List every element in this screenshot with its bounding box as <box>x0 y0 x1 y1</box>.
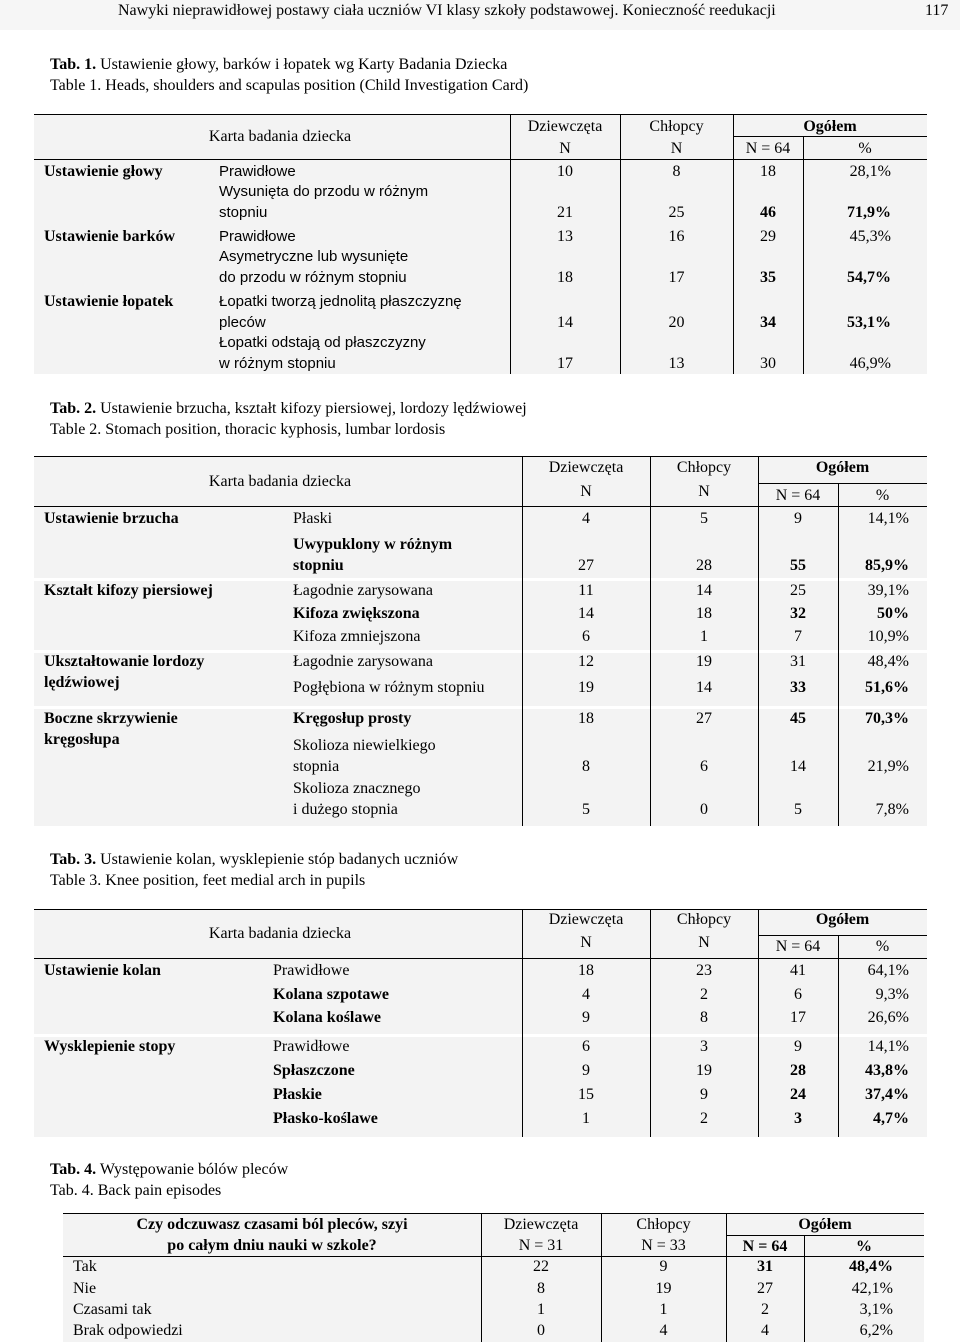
table4-total-pct: 6,2% <box>859 1322 893 1339</box>
table1-top-rule <box>34 114 927 115</box>
table2-col-pct: % <box>875 487 890 504</box>
table3-col-girls: Dziewczęta <box>548 911 624 928</box>
table2-col-boys-n: N <box>698 483 710 500</box>
running-header-title: Nawyki nieprawidłowej postawy ciała uczniów VI klasy szkoły podstawowej. Konieczność reedukacji <box>118 2 776 19</box>
table1-col-girls: Dziewczęta <box>527 118 603 135</box>
table1-caption-pl: Ustawienie głowy, barków i łopatek wg Karty Badania Dziecka <box>100 56 508 73</box>
table3-vline-4 <box>838 935 839 1137</box>
table2-boys: 14 <box>696 679 712 696</box>
table1-item: Wysunięta do przodu w różnym <box>219 183 429 200</box>
table2-total-rule <box>758 483 927 484</box>
table4-total-n: 2 <box>761 1301 769 1318</box>
table4-total-n: 4 <box>761 1322 769 1339</box>
table1-group-shoulders: Ustawienie barków <box>44 228 176 245</box>
table2-total-n: 9 <box>794 510 802 527</box>
table4-col-total: Ogółem <box>798 1216 852 1233</box>
table2-total-n: 32 <box>790 605 806 622</box>
table1-header-rule <box>34 159 927 160</box>
table2-col-card: Karta badania dziecka <box>208 473 352 490</box>
table1-item: Łopatki odstają od płaszczyzny <box>219 334 426 351</box>
page-number: 117 <box>925 2 949 19</box>
table2-total-pct: 14,1% <box>867 510 909 527</box>
table3-group-feet: Wysklepienie stopy <box>44 1038 176 1055</box>
table1-girls: 13 <box>557 228 573 245</box>
table2-boys: 1 <box>700 628 708 645</box>
table1-item: Łopatki tworzą jednolitą płaszczyznę <box>219 293 462 310</box>
table1-girls: 10 <box>557 163 573 180</box>
table1-total-pct: 71,9% <box>847 204 891 221</box>
table2-total-n: 55 <box>790 557 806 574</box>
table2-total-pct: 21,9% <box>867 758 909 775</box>
table3-col-boys: Chłopcy <box>676 911 732 928</box>
table2-boys: 6 <box>700 758 708 775</box>
table3-item: Prawidłowe <box>273 962 350 979</box>
table1-total-n: 46 <box>760 204 776 221</box>
table2-col-total: Ogółem <box>815 459 870 476</box>
table2-total-n: 14 <box>790 758 806 775</box>
table2-girls: 27 <box>578 557 594 574</box>
table2-boys: 5 <box>700 510 708 527</box>
table2-vline-4 <box>838 483 839 826</box>
table3-caption-label: Tab. 3. <box>50 851 97 868</box>
table3-item: Kolana koślawe <box>273 1009 382 1026</box>
table4-boys: 4 <box>659 1322 668 1339</box>
table4-girls: 1 <box>537 1301 545 1318</box>
table3-header-rule <box>34 958 927 959</box>
table2-total-pct: 70,3% <box>865 710 909 727</box>
table3-col-total-n: N = 64 <box>775 938 821 955</box>
table4-boys: 1 <box>659 1301 668 1318</box>
table1-total-pct: 45,3% <box>849 228 891 245</box>
table1-col-card: Karta badania dziecka <box>208 128 352 145</box>
table1-total-pct: 46,9% <box>849 355 891 372</box>
table4-caption <box>50 1159 288 1180</box>
table4-col-pct: % <box>856 1238 872 1255</box>
table3-caption-pl: Ustawienie kolan, wysklepienie stóp badanych uczniów <box>100 851 459 868</box>
table3-col-boys-n: N <box>698 934 710 951</box>
table3-girls: 18 <box>578 962 594 979</box>
table2-group-lordosis-cont: lędźwiowej <box>44 674 120 691</box>
table3-girls: 9 <box>582 1062 590 1079</box>
table4-col-boys-n: N = 33 <box>641 1237 686 1254</box>
table3-boys: 2 <box>700 986 708 1003</box>
table2-col-total-n: N = 64 <box>775 487 821 504</box>
table2-total-pct: 10,9% <box>867 628 909 645</box>
table2-total-n: 33 <box>790 679 806 696</box>
table4-boys: 9 <box>659 1258 668 1275</box>
table2-item: Uwypuklony w różnym <box>293 536 453 553</box>
table1-girls: 14 <box>557 314 573 331</box>
table2-boys: 14 <box>696 582 712 599</box>
table3-item: Płaskie <box>273 1086 322 1103</box>
table3-col-girls-n: N <box>580 934 592 951</box>
table1-total-n: 30 <box>760 355 776 372</box>
table2-total-pct: 51,6% <box>865 679 909 696</box>
table1-item-cont: do przodu w różnym stopniu <box>219 269 407 286</box>
table3-girls: 1 <box>582 1110 590 1127</box>
table4-total-rule <box>726 1235 924 1236</box>
table2-group-scoliosis: Boczne skrzywienie <box>44 710 178 727</box>
table2-boys: 18 <box>696 605 712 622</box>
table1-boys: 25 <box>668 204 685 221</box>
table1-vline-4 <box>803 136 804 374</box>
table2-col-boys: Chłopcy <box>676 459 732 476</box>
table2-item: Kręgosłup prosty <box>293 710 412 727</box>
table2-girls: 6 <box>582 628 590 645</box>
table2-total-pct: 7,8% <box>875 801 909 818</box>
table2-caption-pl: Ustawienie brzucha, kształt kifozy piersiowej, lordozy lędźwiowej <box>100 400 527 417</box>
table4-caption-pl: Występowanie bólów pleców <box>99 1161 289 1178</box>
table3-total-pct: 14,1% <box>867 1038 909 1055</box>
table2-total-pct: 50% <box>877 605 909 622</box>
table4-total-pct: 42,1% <box>851 1280 893 1297</box>
table3-boys: 3 <box>700 1038 708 1055</box>
table1-boys: 20 <box>668 314 685 331</box>
table3-total-pct: 64,1% <box>867 962 909 979</box>
table4-boys: 19 <box>655 1280 672 1297</box>
table1-girls: 21 <box>557 204 573 221</box>
table3-group-knees: Ustawienie kolan <box>44 962 161 979</box>
table3-col-pct: % <box>875 938 890 955</box>
table3-total-pct: 26,6% <box>867 1009 909 1026</box>
table4-girls: 0 <box>537 1322 545 1339</box>
table2-group-lordosis: Ukształtowanie lordozy <box>44 653 205 670</box>
table1-item-cont: stopniu <box>219 204 268 221</box>
table1-total-n: 29 <box>760 228 776 245</box>
table3-col-card: Karta badania dziecka <box>208 925 352 942</box>
table2-col-girls: Dziewczęta <box>548 459 624 476</box>
table2-girls: 18 <box>578 710 594 727</box>
table1-group-head: Ustawienie głowy <box>44 163 163 180</box>
table2-item-cont: i dużego stopnia <box>293 801 398 818</box>
table2-total-pct: 39,1% <box>867 582 909 599</box>
table1-col-girls-n: N <box>559 140 571 157</box>
table2-total-n: 7 <box>794 628 802 645</box>
table3-total-n: 28 <box>790 1062 806 1079</box>
table2-girls: 8 <box>582 758 590 775</box>
table3-total-n: 17 <box>790 1009 806 1026</box>
table2-total-n: 5 <box>794 801 802 818</box>
table1-item: Prawidłowe <box>219 163 296 180</box>
table3-total-n: 6 <box>794 986 802 1003</box>
table3-item: Prawidłowe <box>273 1038 350 1055</box>
table4-answer: Tak <box>73 1258 97 1275</box>
table2-item: Pogłębiona w różnym stopniu <box>293 679 485 696</box>
table2-total-n: 45 <box>790 710 806 727</box>
table2-girls: 4 <box>582 510 590 527</box>
table4-answer: Czasami tak <box>73 1301 152 1318</box>
table1-total-pct: 28,1% <box>849 163 891 180</box>
table2-group-stomach: Ustawienie brzucha <box>44 510 179 527</box>
table1-boys: 16 <box>668 228 685 245</box>
table2-boys: 0 <box>700 801 708 818</box>
table1-group-scapulas: Ustawienie łopatek <box>44 293 174 310</box>
table2-caption-label: Tab. 2. <box>50 400 97 417</box>
table1-boys: 17 <box>668 269 685 286</box>
table1-caption-label: Tab. 1. <box>50 56 97 73</box>
table1-boys: 8 <box>672 163 681 180</box>
table2-item-cont: stopniu <box>293 557 344 574</box>
table4-caption-en: Tab. 4. Back pain episodes <box>50 1182 222 1199</box>
table3-boys: 19 <box>696 1062 712 1079</box>
table4-top-rule <box>63 1213 924 1214</box>
table1-girls: 17 <box>557 355 573 372</box>
table3-girls: 15 <box>578 1086 594 1103</box>
table1-caption <box>50 54 507 75</box>
table1-total-n: 34 <box>760 314 776 331</box>
table1-item: Prawidłowe <box>219 228 296 245</box>
table2-total-pct: 48,4% <box>867 653 909 670</box>
table3-item: Płasko-koślawe <box>273 1110 378 1127</box>
table3-col-total: Ogółem <box>815 911 870 928</box>
table1-item-cont: w różnym stopniu <box>219 355 336 372</box>
table1-girls: 18 <box>557 269 573 286</box>
table3-total-n: 9 <box>794 1038 802 1055</box>
table2-item-cont: stopnia <box>293 758 340 775</box>
table4-girls: 8 <box>537 1280 545 1297</box>
table1-caption-en: Table 1. Heads, shoulders and scapulas position (Child Investigation Card) <box>50 77 529 94</box>
table3-total-pct: 4,7% <box>873 1110 909 1127</box>
table3-boys: 23 <box>696 962 712 979</box>
table2-item: Skolioza niewielkiego <box>293 737 436 754</box>
table3-total-n: 41 <box>790 962 806 979</box>
table1-boys: 13 <box>668 355 685 372</box>
table1-total-n: 18 <box>760 163 776 180</box>
table2-item: Skolioza znacznego <box>293 780 421 797</box>
table4-total-pct: 3,1% <box>859 1301 893 1318</box>
table2-top-rule <box>34 456 927 457</box>
table1-total-pct: 53,1% <box>847 314 891 331</box>
running-header <box>0 0 960 30</box>
table2-girls: 5 <box>582 801 590 818</box>
table4-col-total-n: N = 64 <box>742 1238 788 1255</box>
table3-item: Spłaszczone <box>273 1062 355 1079</box>
table4-total-pct: 48,4% <box>849 1258 893 1275</box>
table4-total-n: 31 <box>757 1258 773 1275</box>
table2-girls: 19 <box>578 679 594 696</box>
table3-boys: 2 <box>700 1110 708 1127</box>
table1-col-total-n: N = 64 <box>745 140 791 157</box>
table3-girls: 9 <box>582 1009 590 1026</box>
table4-answer: Brak odpowiedzi <box>73 1322 183 1339</box>
table2-boys: 19 <box>696 653 712 670</box>
table4-question: Czy odczuwasz czasami ból pleców, szyi <box>136 1216 408 1233</box>
table3-caption <box>50 849 458 870</box>
table2-item: Kifoza zwiększona <box>293 605 420 622</box>
table3-boys: 9 <box>700 1086 708 1103</box>
table3-total-n: 24 <box>790 1086 806 1103</box>
table2-group-kyphosis: Kształt kifozy piersiowej <box>44 582 213 599</box>
table3-total-pct: 9,3% <box>875 986 909 1003</box>
table1-total-n: 35 <box>760 269 776 286</box>
table1-item: Asymetryczne lub wysunięte <box>219 248 409 265</box>
table2-item: Kifoza zmniejszona <box>293 628 421 645</box>
table3-item: Kolana szpotawe <box>273 986 389 1003</box>
table1-col-pct: % <box>858 140 872 157</box>
table2-total-n: 25 <box>790 582 806 599</box>
table3-total-pct: 43,8% <box>865 1062 909 1079</box>
table1-col-boys: Chłopcy <box>649 118 704 135</box>
table2-item: Płaski <box>293 510 333 527</box>
table4-answer: Nie <box>73 1280 97 1297</box>
table4-caption-label: Tab. 4. <box>50 1161 97 1178</box>
table2-item: Łagodnie zarysowana <box>293 582 433 599</box>
table2-caption <box>50 398 527 419</box>
table4-col-girls: Dziewczęta <box>503 1216 579 1233</box>
table1-item-cont: pleców <box>219 314 266 331</box>
table4-col-girls-n: N = 31 <box>518 1237 564 1254</box>
table1-col-boys-n: N <box>670 140 683 157</box>
table2-girls: 12 <box>578 653 594 670</box>
table3-total-rule <box>758 935 927 936</box>
table3-total-pct: 37,4% <box>865 1086 909 1103</box>
table2-girls: 14 <box>578 605 594 622</box>
table2-header-rule <box>34 506 927 507</box>
table2-col-girls-n: N <box>580 483 592 500</box>
table3-caption-en: Table 3. Knee position, feet medial arch in pupils <box>50 872 366 889</box>
table3-boys: 8 <box>700 1009 708 1026</box>
table3-girls: 4 <box>582 986 590 1003</box>
table4-girls: 22 <box>533 1258 549 1275</box>
table2-group-scoliosis-cont: kręgosłupa <box>44 731 120 748</box>
table2-girls: 11 <box>578 582 594 599</box>
table2-item: Łagodnie zarysowana <box>293 653 433 670</box>
table3-total-n: 3 <box>794 1110 802 1127</box>
table2-total-n: 31 <box>790 653 806 670</box>
table2-total-pct: 85,9% <box>865 557 909 574</box>
table4-question-cont: po całym dniu nauki w szkole? <box>167 1237 377 1254</box>
table1-total-pct: 54,7% <box>847 269 891 286</box>
table2-boys: 27 <box>696 710 712 727</box>
table1-col-total: Ogółem <box>803 118 857 135</box>
table4-col-boys: Chłopcy <box>636 1216 691 1233</box>
table2-caption-en: Table 2. Stomach position, thoracic kyphosis, lumbar lordosis <box>50 421 446 438</box>
table4-total-n: 27 <box>757 1280 773 1297</box>
table3-girls: 6 <box>582 1038 590 1055</box>
table2-boys: 28 <box>696 557 712 574</box>
